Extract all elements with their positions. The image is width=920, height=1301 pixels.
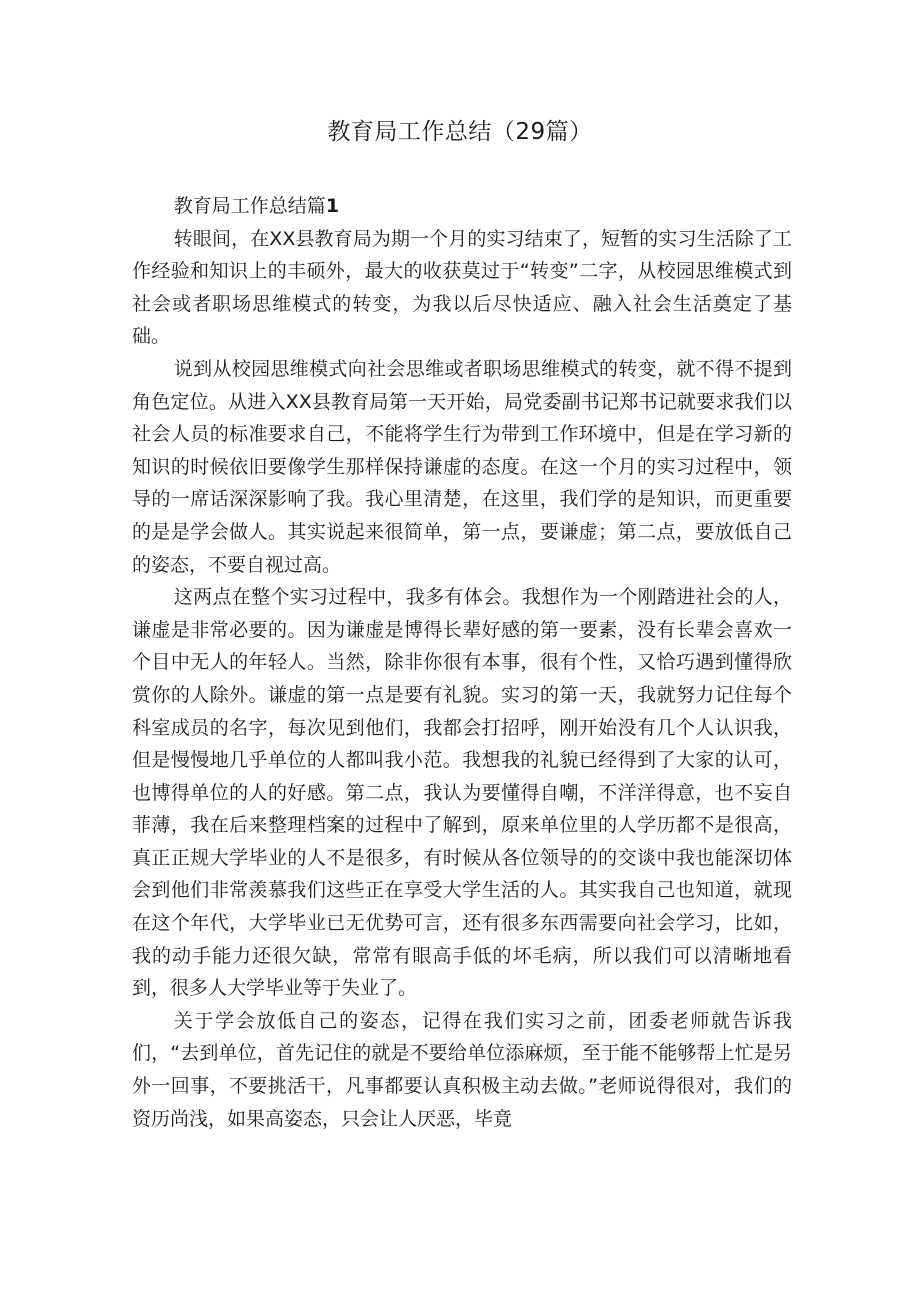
paragraph-4: 关于学会放低自己的姿态，记得在我们实习之前，团委老师就告诉我们，“去到单位，首先记住的就是不要给单位添麻烦，至于能不能够帮上忙是另外一回事，不要挑活干，凡事都要认真积极主动去做。”老师说得很对，我们的资历尚浅，如果高姿态，只会让人厌恶，毕竟 [132, 1009, 792, 1130]
section-heading [132, 190, 792, 223]
document-title: 教育局工作总结（29篇） [327, 119, 593, 145]
document-body [132, 190, 792, 1135]
paragraph-3: 这两点在整个实习过程中，我多有体会。我想作为一个刚踏进社会的人，谦虚是非常必要的。因为谦虚是博得长辈好感的第一要素，没有长辈会喜欢一个目中无人的年轻人。当然，除非你很有本事，很有个性，又恰巧遇到懂得欣赏你的人除外。谦虚的第一点是要有礼貌。实习的第一天，我就努力记住每个科室成员的名字，每次见到他们，我都会打招呼，刚开始没有几个人认识我，但是慢慢地几乎单位的人都叫我小范。我想我的礼貌已经得到了大家的认可，也博得单位的人的好感。第二点，我认为要懂得自嘲，不洋洋得意，也不妄自菲薄，我在后来整理档案的过程中了解到，原来单位里的人学历都不是很高，真正正规大学毕业的人不是很多，有时候从各位领导的的交谈中我也能深切体会到他们非常羡慕我们这些正在享受大学生活的人。其实我自己也知道，就现在这个年代，大学毕业已无优势可言，还有很多东西需要向社会学习，比如，我的动手能力还很欠缺，常常有眼高手低的坏毛病，所以我们可以清晰地看到，很多人大学毕业等于失业了。 [132, 586, 792, 1000]
section-heading-text: 教育局工作总结篇 [173, 195, 326, 217]
section-heading-number: 1 [325, 195, 340, 217]
paragraph-2: 说到从校园思维模式向社会思维或者职场思维模式的转变，就不得不提到角色定位。从进入XX县教育局第一天开始，局党委副书记郑书记就要求我们以社会人员的标准要求自己，不能将学生行为带到工作环境中，但是在学习新的知识的时候依旧要像学生那样保持谦虚的态度。在这一个月的实习过程中，领导的一席话深深影响了我。我心里清楚，在这里，我们学的是知识，而更重要的是是学会做人。其实说起来很简单，第一点，要谦虚；第二点，要放低自己的姿态，不要自视过高。 [132, 357, 792, 576]
paragraph-1: 转眼间，在XX县教育局为期一个月的实习结束了，短暂的实习生活除了工作经验和知识上的丰硕外，最大的收获莫过于“转变”二字，从校园思维模式到社会或者职场思维模式的转变，为我以后尽快适应、融入社会生活奠定了基础。 [132, 227, 792, 348]
